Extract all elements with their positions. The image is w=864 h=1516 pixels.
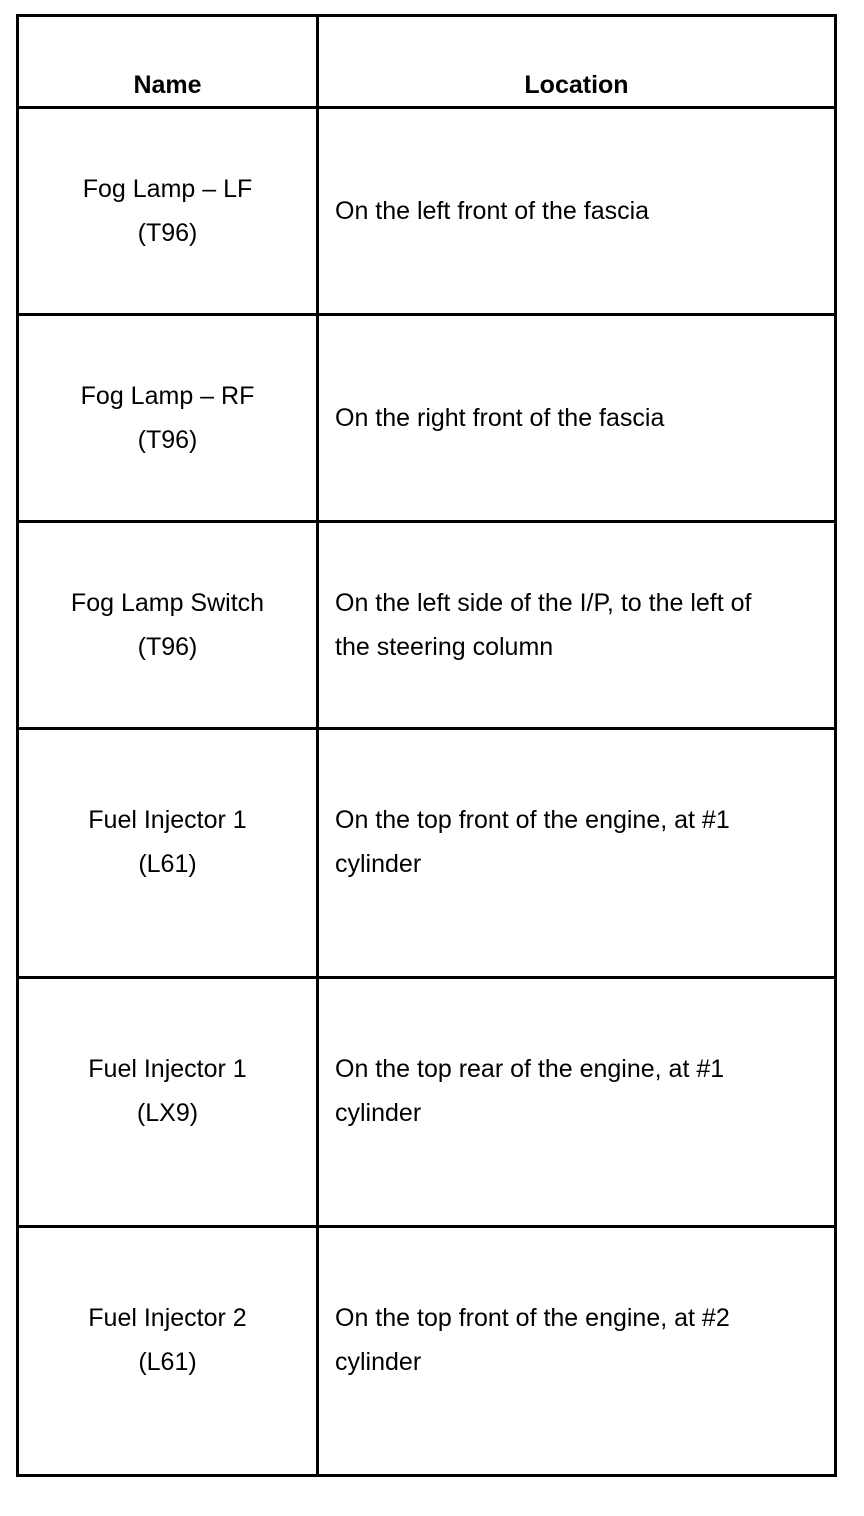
component-name-cell: [18, 315, 318, 522]
table-header-row: [18, 16, 836, 108]
component-name: Fog Lamp – RF: [80, 382, 255, 410]
table-row: [18, 108, 836, 315]
table-row: [18, 315, 836, 522]
component-name: Fog Lamp Switch: [70, 589, 265, 617]
component-option-code: (T96): [137, 633, 198, 661]
name-column-header: Name: [18, 16, 318, 108]
component-location: On the top rear of the engine, at #1 cylinder: [318, 978, 836, 1227]
table-row: [18, 978, 836, 1227]
component-location: On the right front of the fascia: [318, 315, 836, 522]
component-location: On the left front of the fascia: [318, 108, 836, 315]
component-location: On the left side of the I/P, to the left of the steering column: [318, 522, 836, 729]
component-location: On the top front of the engine, at #2 cylinder: [318, 1227, 836, 1476]
component-location: On the top front of the engine, at #1 cylinder: [318, 729, 836, 978]
location-column-header: Location: [318, 16, 836, 108]
component-name-cell: [18, 729, 318, 978]
table-row: [18, 729, 836, 978]
table-row: [18, 1227, 836, 1476]
component-name: Fuel Injector 2: [88, 1304, 247, 1332]
component-name-cell: [18, 108, 318, 315]
table-row: [18, 522, 836, 729]
component-location-table: [16, 14, 837, 1477]
component-name: Fuel Injector 1: [88, 806, 247, 834]
component-option-code: (LX9): [136, 1099, 199, 1127]
component-option-code: (L61): [138, 850, 197, 878]
component-name-cell: [18, 1227, 318, 1476]
component-name-cell: [18, 522, 318, 729]
component-name-cell: [18, 978, 318, 1227]
component-option-code: (T96): [137, 426, 198, 454]
component-option-code: (T96): [137, 219, 198, 247]
component-name: Fog Lamp – LF: [82, 175, 253, 203]
component-option-code: (L61): [138, 1348, 197, 1376]
component-name: Fuel Injector 1: [88, 1055, 247, 1083]
